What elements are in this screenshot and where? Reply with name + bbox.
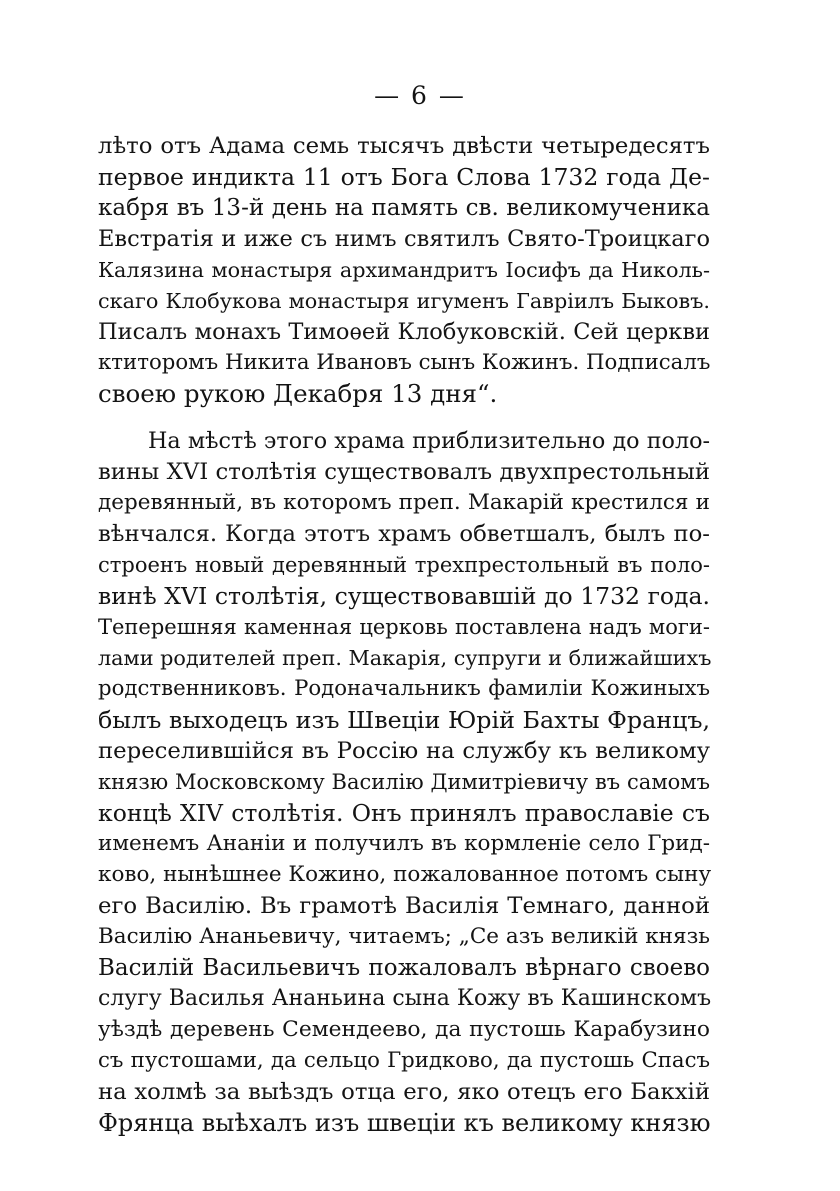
text-line: На мѣстѣ этого храма приблизительно до поло- (148, 428, 710, 454)
text-line: на холмѣ за выѣздъ отца его, яко отецъ его Бакхій (98, 1079, 710, 1105)
text-line: Василію Ананьевичу, читаемъ; „Се азъ великій князь (98, 924, 710, 949)
text-line: концѣ XIV столѣтія. Онъ принялъ православіе съ (98, 799, 710, 827)
text-line: съ пустошами, да сельцо Гридково, да пустошь Спасъ (98, 1048, 710, 1073)
text-line: слугу Василья Ананьина сына Кожу въ Кашинскомъ (98, 986, 712, 1011)
text-line: уѣздѣ деревень Семендеево, да пустошь Карабузино (98, 1017, 710, 1042)
text-line: вѣнчался. Когда этотъ храмъ обветшалъ, былъ по- (98, 521, 710, 547)
text-line: своею рукою Декабря 13 дня“. (98, 379, 498, 408)
text-line: строенъ новый деревянный трехпрестольный въ поло- (98, 553, 710, 577)
text-line: первое индикта 11 отъ Бога Слова 1732 года Де- (98, 163, 710, 191)
text-line: вины XVI столѣтія существовалъ двухпрестольный (98, 459, 710, 485)
text-line: Фрянца выѣхалъ изъ швеціи къ великому князю (98, 1109, 711, 1137)
text-line: Евстратія и иже съ нимъ святилъ Свято-Троицкаго (98, 226, 710, 252)
text-line: его Василію. Въ грамотѣ Василія Темнаго, данной (98, 893, 710, 919)
text-line: Писалъ монахъ Тимоѳей Клобуковскій. Сей церкви (98, 319, 710, 345)
text-line: ктиторомъ Никита Ивановъ сынъ Кожинъ. Подписалъ (98, 350, 711, 375)
text-line: скаго Клобукова монастыря игуменъ Гавріилъ Быковъ. (98, 289, 710, 313)
text-line: лѣто отъ Адама семь тысячъ двѣсти четыредесятъ (98, 133, 710, 159)
text-line: родственниковъ. Родоначальникъ фамиліи Кожиныхъ (98, 676, 710, 701)
text-line: винѣ XVI столѣтія, существовавшій до 1732 года. (98, 582, 710, 610)
text-line: переселившійся въ Россію на службу къ великому (98, 738, 710, 764)
text-line: Василій Васильевичъ пожаловалъ вѣрнаго своево (98, 955, 710, 981)
text-line: ково, нынѣшнее Кожино, пожалованное потомъ сыну (98, 862, 712, 887)
text-line: былъ выходецъ изъ Швеціи Юрій Бахты Францъ, (98, 706, 710, 734)
text-line: деревянный, въ которомъ преп. Макарій крестился и (98, 490, 710, 515)
text-line: именемъ Ананіи и получилъ въ кормленіе село Грид- (98, 831, 710, 856)
text-line: лами родителей преп. Макарія, супруги и ближайшихъ (98, 646, 712, 670)
text-line: Теперешняя каменная церковь поставлена надъ моги- (98, 615, 710, 639)
text-line: кабря въ 13-й день на память св. великомученика (98, 195, 710, 221)
text-line: князю Московскому Василію Димитріевичу въ самомъ (98, 770, 710, 794)
page-number: — 6 — (374, 81, 466, 110)
text-line: Калязина монастыря архимандритъ Іосифъ да Николь- (98, 258, 710, 282)
